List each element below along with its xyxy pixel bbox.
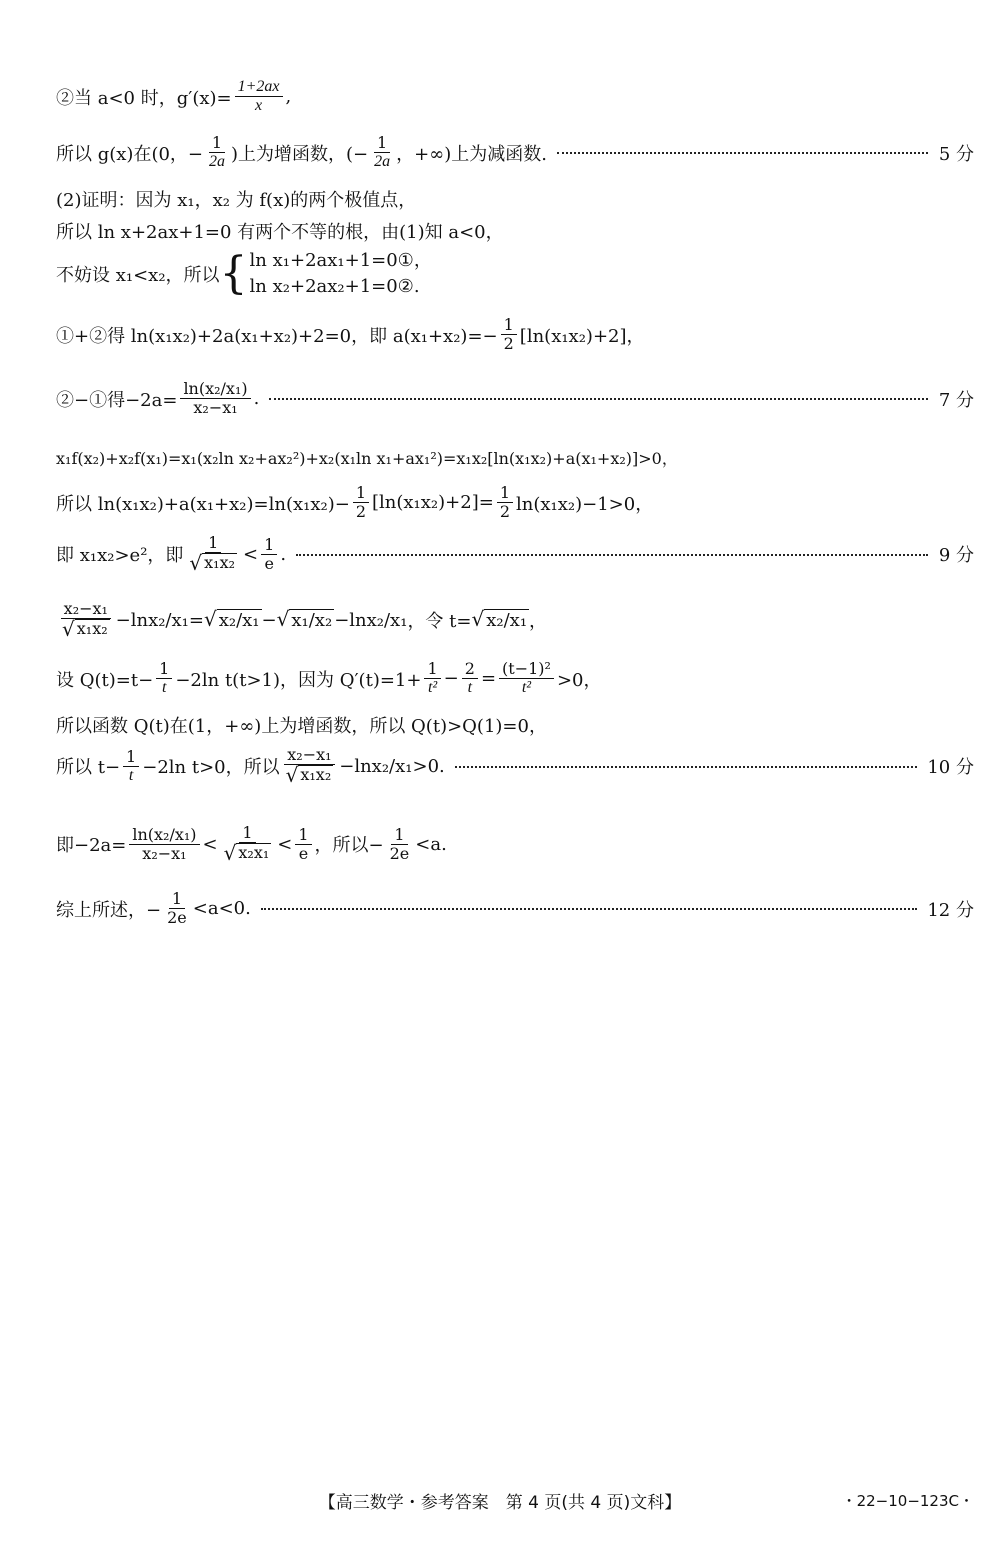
document-code: ・22−10−123C・ <box>841 1492 974 1510</box>
text: . <box>253 388 260 410</box>
text: <a<0. <box>192 898 251 920</box>
fraction <box>283 746 337 787</box>
numerator: ln(x₂/x₁) <box>129 826 199 845</box>
text: = <box>480 668 497 690</box>
fraction <box>129 826 199 864</box>
text: <a. <box>415 833 447 855</box>
numerator: (t−1)² <box>499 660 554 679</box>
denominator: x₂−x₁ <box>142 843 187 863</box>
fraction <box>295 826 311 864</box>
equation-rows <box>250 248 432 300</box>
text: ①+②得 ln(x₁x₂)+2a(x₁+x₂)+2=0，即 a(x₁+x₂)=− <box>56 325 498 347</box>
text: − <box>261 609 277 631</box>
line-difference <box>56 380 974 418</box>
radical-sign: √ <box>471 607 485 632</box>
brace-symbol: { <box>219 248 248 300</box>
text: 所以 t− <box>56 757 121 779</box>
text: ln(x₁x₂)−1>0， <box>516 493 654 515</box>
equation-system <box>220 248 432 300</box>
score-label: 10 分 <box>927 757 974 779</box>
text: 设 Q(t)=t− <box>56 669 154 691</box>
text: −ln <box>339 755 372 777</box>
line-inequality <box>56 746 974 787</box>
numerator: 1 <box>156 660 172 679</box>
numerator: 1 <box>209 134 225 153</box>
text: x₂/x₁ <box>366 609 408 631</box>
text: − <box>443 668 459 690</box>
text: x₁f(x₂)+x₂f(x₁)=x₁(x₂ln x₂+ax₂²)+x₂(x₁ln x₁+ax₁²)=x₁x₂[ln(x₁x₂)+a(x₁+x₂)]>0， <box>56 449 678 468</box>
sqrt <box>277 609 335 631</box>
line-case-2 <box>56 78 974 116</box>
text: −2ln t>0，所以 <box>142 757 280 779</box>
line-roots <box>56 218 974 244</box>
text: ， <box>529 611 548 633</box>
fraction <box>164 890 190 928</box>
denominator <box>221 843 275 864</box>
text: ，令 t= <box>407 611 472 633</box>
line-increasing <box>56 712 974 738</box>
denominator: 2e <box>167 908 187 928</box>
text: , <box>285 86 292 108</box>
equation-1: ln x₁+2ax₁+1=0①， <box>249 250 432 271</box>
text: ，所以− <box>314 835 384 857</box>
sqrt <box>285 763 334 788</box>
text: < <box>277 833 293 855</box>
text: 不妨设 x₁<x₂，所以 <box>56 265 220 287</box>
radical-sign: √ <box>62 617 75 642</box>
fraction <box>497 484 513 522</box>
score-label: 9 分 <box>938 545 974 567</box>
text: [ln(x₁x₂)+2]= <box>372 492 494 514</box>
numerator: x₂−x₁ <box>61 600 111 619</box>
numerator: 1 <box>391 826 407 845</box>
line-sum <box>56 316 974 354</box>
fraction <box>206 134 228 172</box>
fraction <box>499 660 554 698</box>
fraction <box>371 134 393 172</box>
radicand: x₂x₁ <box>238 843 270 863</box>
text: 即−2a= <box>56 835 127 857</box>
denominator: 2 <box>503 334 514 354</box>
radicand: x₁x₂ <box>204 553 236 573</box>
text: 综上所述，− <box>56 899 162 921</box>
denominator <box>283 765 337 786</box>
radicand: x₂/x₁ <box>218 610 260 632</box>
text: >0， <box>556 669 602 691</box>
numerator: 1 <box>205 534 221 553</box>
denominator: x <box>255 97 263 115</box>
numerator: 1 <box>501 316 517 335</box>
fraction <box>261 536 277 574</box>
numerator: 1 <box>424 660 440 679</box>
numerator: 1 <box>353 484 369 503</box>
text: < <box>202 833 218 855</box>
radical-sign: √ <box>223 841 237 866</box>
text: . <box>280 543 287 565</box>
line-expansion <box>56 446 974 469</box>
line-proof-start <box>56 186 974 212</box>
sqrt <box>223 841 272 866</box>
page-footer: 【高三数学・参考答案 第 4 页(共 4 页)文科】 <box>318 1493 682 1513</box>
sqrt <box>62 617 110 642</box>
line-therefore <box>56 484 974 522</box>
leader-dots <box>269 397 928 400</box>
text: )上为增函数，(− <box>231 143 369 165</box>
radicand: x₁x₂ <box>300 765 332 785</box>
text: 所以 ln x+2ax+1=0 有两个不等的根，由(1)知 a<0， <box>56 222 504 243</box>
line-bound <box>56 824 974 865</box>
radicand: x₁/x₂ <box>291 610 333 632</box>
leader-dots <box>261 907 918 910</box>
numerator: 1 <box>123 748 139 767</box>
radicand: x₁x₂ <box>76 619 108 639</box>
line-conclusion <box>56 890 974 928</box>
text: (2)证明：因为 x₁，x₂ 为 f(x)的两个极值点， <box>56 190 417 211</box>
denominator: t <box>162 679 167 697</box>
text: >0. <box>412 755 445 777</box>
score-label: 12 分 <box>927 899 974 921</box>
line-q-function <box>56 660 974 698</box>
line-e-squared <box>56 534 974 575</box>
fraction <box>123 748 139 786</box>
sqrt <box>189 551 237 576</box>
radical-sign: √ <box>276 607 290 632</box>
score-label: 5 分 <box>938 143 974 165</box>
text: 所以 ln(x₁x₂)+a(x₁+x₂)=ln(x₁x₂)− <box>56 493 350 515</box>
denominator: 2a <box>209 153 225 171</box>
numerator: 1 <box>239 824 255 843</box>
denominator: t² <box>427 679 438 697</box>
text: x₂/x₁ <box>371 755 413 777</box>
text: x₂/x₁ <box>148 609 189 631</box>
text: = <box>188 609 204 631</box>
numerator: ln(x₂/x₁) <box>180 380 250 399</box>
denominator: 2e <box>389 843 410 863</box>
fraction <box>180 380 250 418</box>
fraction <box>501 316 517 354</box>
line-substitution <box>56 600 974 641</box>
fraction <box>235 78 283 116</box>
text: [ln(x₁x₂)+2]， <box>519 325 645 347</box>
denominator: 2 <box>499 502 510 522</box>
text: ，+∞)上为减函数. <box>396 143 547 165</box>
score-label: 7 分 <box>938 389 974 411</box>
leader-dots <box>455 765 918 768</box>
radical-sign: √ <box>189 551 203 576</box>
radicand: x₂/x₁ <box>486 610 528 632</box>
denominator: x₂−x₁ <box>193 398 238 418</box>
radical-sign: √ <box>285 763 299 788</box>
fraction <box>59 600 113 641</box>
denominator: 2 <box>355 502 367 522</box>
text: −ln <box>115 609 149 631</box>
text: ②−①得−2a= <box>56 389 178 411</box>
text: −2ln t(t>1)，因为 Q′(t)=1+ <box>175 669 422 691</box>
numerator: 1+2ax <box>235 78 283 97</box>
fraction <box>221 824 275 865</box>
fraction <box>186 534 240 575</box>
sqrt <box>471 609 529 631</box>
denominator: e <box>264 553 274 573</box>
leader-dots <box>296 553 928 556</box>
text: 所以 g(x)在(0，− <box>56 143 203 165</box>
denominator: t <box>128 766 134 784</box>
equation-2: ln x₂+2ax₂+1=0②. <box>249 276 420 298</box>
numerator: 1 <box>295 826 311 845</box>
denominator <box>59 619 113 640</box>
denominator: 2a <box>374 153 391 171</box>
leader-dots <box>557 151 928 154</box>
text: −ln <box>334 609 367 631</box>
numerator: x₂−x₁ <box>284 746 334 765</box>
fraction <box>353 484 369 522</box>
fraction <box>424 660 440 698</box>
denominator <box>186 553 240 574</box>
text: < <box>243 543 259 565</box>
text: ②当 a<0 时，g′(x)= <box>56 87 232 109</box>
line-monotonic <box>56 134 974 172</box>
numerator: 1 <box>169 890 185 909</box>
numerator: 2 <box>462 660 478 679</box>
denominator: t² <box>521 679 532 697</box>
fraction <box>387 826 413 864</box>
numerator: 1 <box>374 134 390 153</box>
text: 所以函数 Q(t)在(1，+∞)上为增函数，所以 Q(t)>Q(1)=0， <box>56 716 547 737</box>
denominator: e <box>298 843 309 863</box>
numerator: 1 <box>497 484 513 503</box>
text: 即 x₁x₂>e²，即 <box>56 545 184 567</box>
fraction <box>462 660 478 698</box>
line-system <box>56 248 974 300</box>
numerator: 1 <box>261 536 277 555</box>
fraction <box>156 660 172 698</box>
denominator: t <box>467 679 473 697</box>
sqrt <box>204 609 262 631</box>
radical-sign: √ <box>203 607 217 632</box>
